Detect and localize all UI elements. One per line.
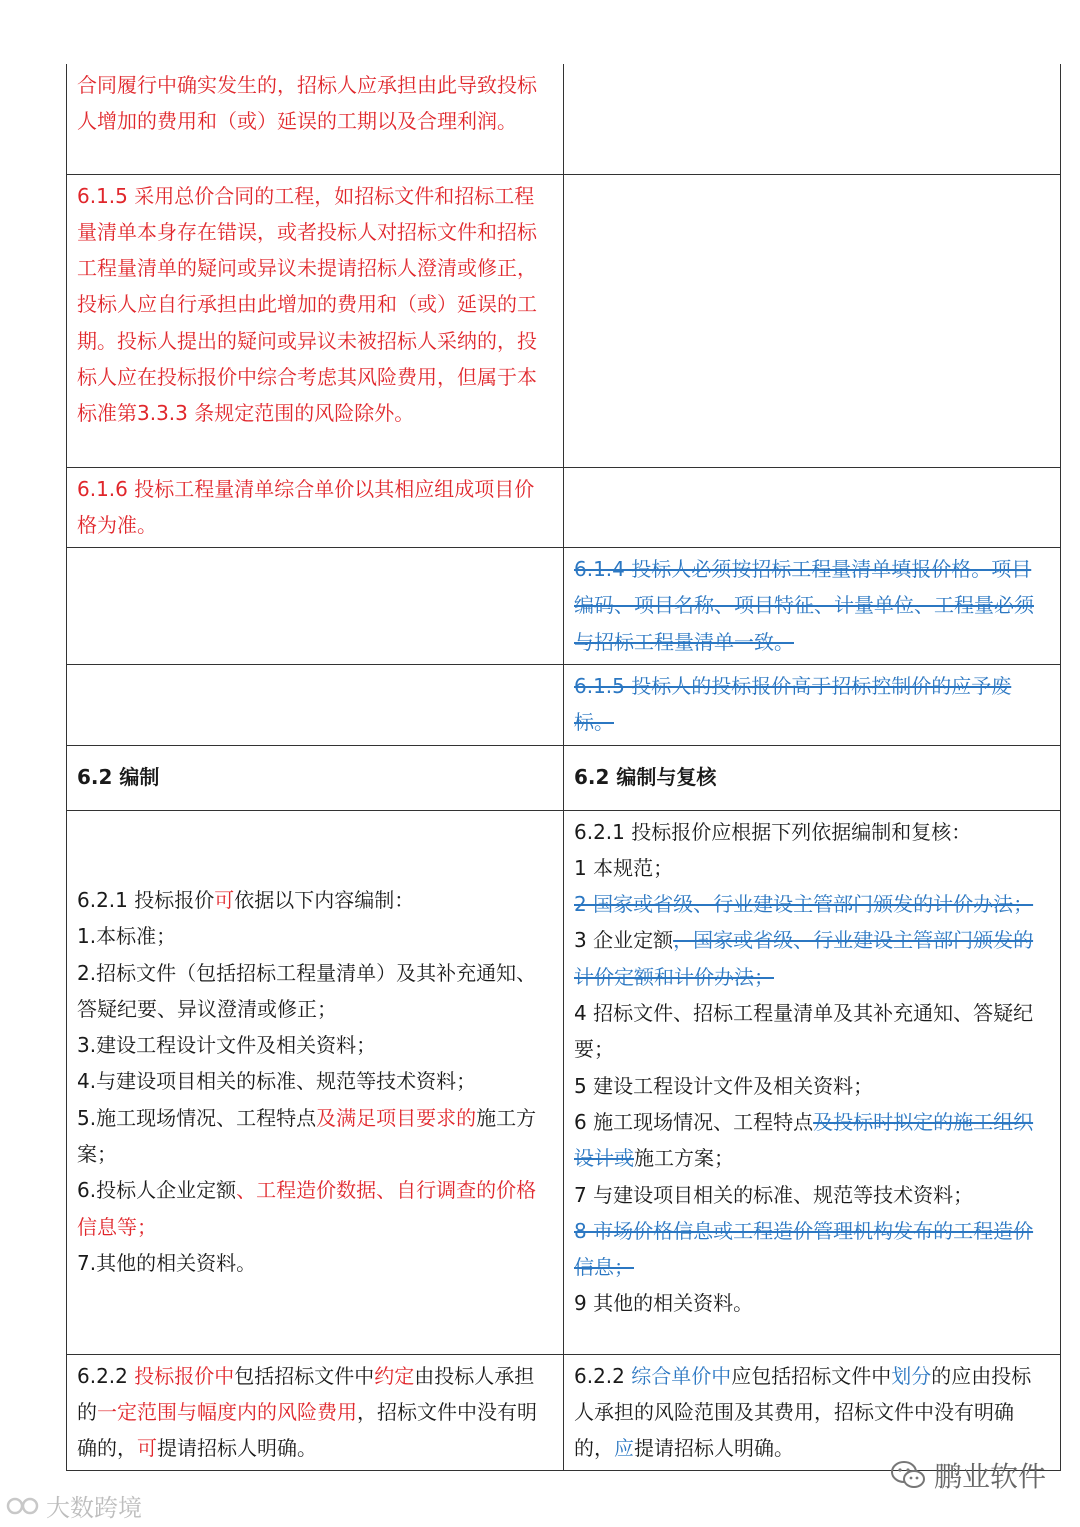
table-row	[67, 745, 1061, 810]
left-cell-6-1-5: 6.1.5 采用总价合同的工程，如招标文件和招标工程量清单本身存在错误，或者投标人对招标文件和招标工程量清单的疑问或异议未提请招标人澄清或修正，投标人应自行承担由此增加的费用和（或）延误的工期。投标人提出的疑问或异议未被招标人采纳的，投标人应在投标报价中综合考虑其风险费用，但属于本标准第3.3.3 条规定范围的风险除外。	[67, 174, 564, 467]
right-cell-empty	[564, 64, 1061, 174]
watermark-text: 鹏业软件	[933, 1460, 1046, 1493]
section-heading-6-2-left: 6.2 编制	[67, 745, 564, 810]
right-cell-6-1-5-deleted: 6.1.5 投标人的投标报价高于招标控制价的应予废标。	[564, 664, 1061, 745]
left-cell-6-2-1	[67, 810, 564, 1354]
table-row	[67, 64, 1061, 174]
table-row	[67, 810, 1061, 1354]
list-item: 3.建设工程设计文件及相关资料；	[77, 1033, 377, 1058]
table-row	[67, 548, 1061, 665]
left-cell-6-2-2: 6.2.2 投标报价中包括招标文件中约定由投标人承担的一定范围与幅度内的风险费用，招标文件中没有明确的，可提请招标人明确。	[67, 1354, 564, 1471]
watermark-pengye	[890, 1455, 1046, 1495]
list-item: 6.2.1 投标报价应根据下列依据编制和复核：	[574, 819, 972, 844]
list-item: 2.招标文件（包括招标工程量清单）及其补充通知、答疑纪要、异议澄清或修正；	[77, 960, 537, 1021]
table-row	[67, 1354, 1061, 1471]
list-item: 6.投标人企业定额、工程造价数据、自行调查的价格信息等；	[77, 1178, 537, 1239]
table-row	[67, 664, 1061, 745]
list-item: 3 企业定额，国家或省级、行业建设主管部门颁发的计价定额和计价办法；	[574, 928, 1034, 989]
right-cell-6-1-4-deleted: 6.1.4 投标人必须按招标工程量清单填报价格。项目编码、项目名称、项目特征、计量单位、工程量必须与招标工程量清单一致。	[564, 548, 1061, 665]
list-item: 7.其他的相关资料。	[77, 1250, 257, 1275]
left-cell-empty	[67, 664, 564, 745]
list-item: 7 与建设项目相关的标准、规范等技术资料；	[574, 1182, 974, 1207]
watermark-text: 大数跨境	[46, 1494, 142, 1522]
left-cell-6-1-6: 6.1.6 投标工程量清单综合单价以其相应组成项目价格为准。	[67, 467, 564, 548]
list-item: 6 施工现场情况、工程特点及投标时拟定的施工组织设计或施工方案；	[574, 1109, 1034, 1171]
list-item: 1 本规范；	[574, 855, 674, 880]
list-item: 2 国家或省级、行业建设主管部门颁发的计价办法；	[574, 892, 1034, 917]
table-row	[67, 174, 1061, 467]
right-cell-empty	[564, 467, 1061, 548]
wechat-icon	[890, 1460, 926, 1490]
list-item: 6.2.1 投标报价可依据以下内容编制：	[77, 887, 415, 912]
list-item: 9 其他的相关资料。	[574, 1291, 754, 1316]
table-row	[67, 467, 1061, 548]
left-cell-empty	[67, 548, 564, 665]
list-item: 5 建设工程设计文件及相关资料；	[574, 1073, 874, 1098]
logo-icon	[6, 1493, 40, 1519]
right-cell-6-2-1	[564, 810, 1061, 1354]
list-item: 8 市场价格信息或工程造价管理机构发布的工程造价信息；	[574, 1218, 1034, 1280]
left-cell-contract-text: 合同履行中确实发生的，招标人应承担由此导致投标人增加的费用和（或）延误的工期以及合理利润。	[67, 64, 564, 174]
watermark-dashu	[6, 1488, 142, 1523]
right-cell-6-2-2: 6.2.2 综合单价中应包括招标文件中划分的应由投标人承担的风险范围及其费用，招标文件中没有明确的，应提请招标人明确。	[564, 1354, 1061, 1471]
list-item: 4 招标文件、招标工程量清单及其补充通知、答疑纪要；	[574, 1001, 1034, 1062]
list-item: 4.与建设项目相关的标准、规范等技术资料；	[77, 1069, 477, 1094]
list-item: 5.施工现场情况、工程特点及满足项目要求的施工方案；	[77, 1105, 537, 1167]
comparison-table	[66, 64, 1061, 1471]
right-cell-empty	[564, 174, 1061, 467]
list-item: 1.本标准；	[77, 924, 177, 949]
section-heading-6-2-right: 6.2 编制与复核	[564, 745, 1061, 810]
